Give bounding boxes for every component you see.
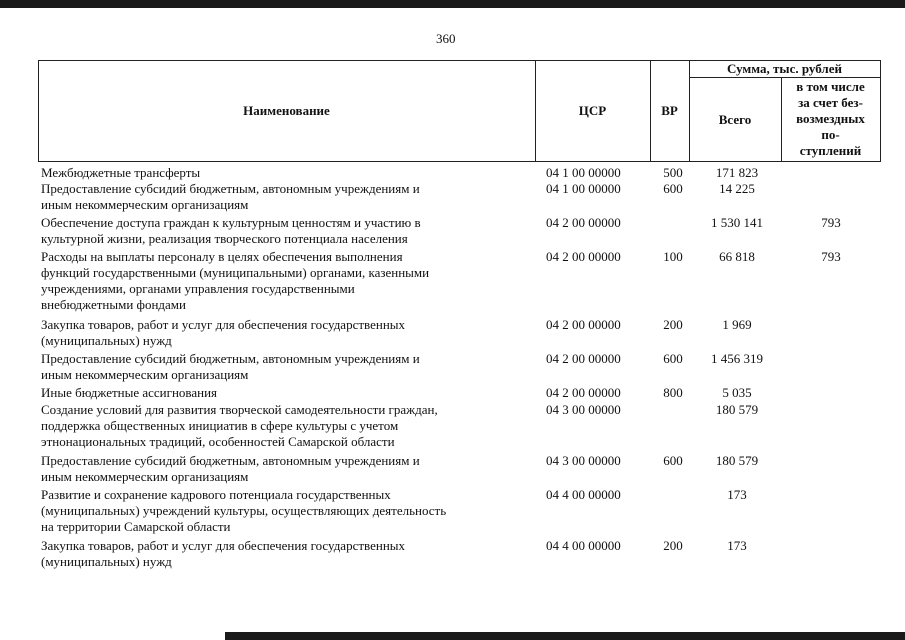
row-csr: 04 2 00 00000 — [546, 215, 621, 230]
scan-bottom-border — [225, 632, 905, 640]
row-name-line: Создание условий для развития творческой самодеятельности граждан, — [41, 402, 438, 417]
row-total: 5 035 — [722, 385, 752, 400]
row-name — [41, 538, 531, 570]
header-grants-line: по- — [821, 127, 840, 142]
row-name — [41, 165, 531, 181]
row-name-line: учреждениями, органами управления государственными — [41, 281, 355, 296]
row-total: 180 579 — [715, 453, 759, 468]
header-grants-line: возмездных — [796, 111, 865, 126]
row-grants: 793 — [821, 215, 841, 230]
row-csr: 04 2 00 00000 — [546, 249, 621, 264]
row-name-line: Закупка товаров, работ и услуг для обеспечения государственных — [41, 538, 406, 553]
row-name-line: иным некоммерческим организациям — [41, 197, 249, 212]
row-name — [41, 453, 531, 485]
row-csr: 04 3 00 00000 — [546, 453, 621, 468]
row-name-line: Предоставление субсидий бюджетным, автономным учреждениям и — [41, 351, 420, 366]
row-csr: 04 2 00 00000 — [546, 317, 621, 332]
row-csr: 04 1 00 00000 — [546, 165, 621, 180]
row-total: 1 456 319 — [711, 351, 763, 366]
row-csr: 04 3 00 00000 — [546, 402, 621, 417]
row-name-line: (муниципальных) нужд — [41, 333, 172, 348]
header-grants-line: за счет без- — [798, 95, 863, 110]
row-name-line: Развитие и сохранение кадрового потенциала государственных — [41, 487, 391, 502]
row-name-line: Расходы на выплаты персоналу в целях обеспечения выполнения — [41, 249, 403, 264]
row-name-line: Предоставление субсидий бюджетным, автономным учреждениям и — [41, 453, 420, 468]
row-vr: 100 — [663, 249, 683, 264]
row-name — [41, 385, 531, 401]
row-total: 173 — [727, 538, 747, 553]
row-vr: 500 — [663, 165, 683, 180]
row-vr: 600 — [663, 351, 683, 366]
row-name-line: Иные бюджетные ассигнования — [41, 385, 218, 400]
row-vr: 200 — [663, 317, 683, 332]
row-name-line: внебюджетными фондами — [41, 297, 186, 312]
row-name-line: Предоставление субсидий бюджетным, автономным учреждениям и — [41, 181, 420, 196]
row-csr: 04 4 00 00000 — [546, 538, 621, 553]
row-vr: 200 — [663, 538, 683, 553]
row-total: 1 530 141 — [711, 215, 763, 230]
row-name-line: Закупка товаров, работ и услуг для обеспечения государственных — [41, 317, 406, 332]
row-name — [41, 181, 531, 213]
row-vr: 800 — [663, 385, 683, 400]
header-vr: ВР — [661, 103, 678, 118]
row-name-line: культурной жизни, реализация творческого потенциала населения — [41, 231, 408, 246]
row-name-line: иным некоммерческим организациям — [41, 469, 249, 484]
row-total: 1 969 — [722, 317, 752, 332]
row-name — [41, 487, 531, 535]
header-sum-group: Сумма, тыс. рублей — [727, 61, 842, 76]
row-name — [41, 215, 531, 247]
row-vr: 600 — [663, 181, 683, 196]
row-csr: 04 2 00 00000 — [546, 351, 621, 366]
row-total: 14 225 — [719, 181, 755, 196]
row-name-line: на территории Самарской области — [41, 519, 231, 534]
header-grants-line: ступлений — [799, 143, 862, 158]
row-name-line: (муниципальных) нужд — [41, 554, 172, 569]
page-number: 360 — [436, 31, 456, 46]
row-csr: 04 2 00 00000 — [546, 385, 621, 400]
row-name-line: этнонациональных традиций, особенностей Самарской области — [41, 434, 395, 449]
row-total: 173 — [727, 487, 747, 502]
row-vr: 600 — [663, 453, 683, 468]
row-name-line: Межбюджетные трансферты — [41, 165, 201, 180]
row-csr: 04 4 00 00000 — [546, 487, 621, 502]
row-total: 66 818 — [719, 249, 755, 264]
header-grants-line: в том числе — [796, 79, 865, 94]
row-total: 171 823 — [715, 165, 759, 180]
row-name — [41, 317, 531, 349]
row-name — [41, 402, 531, 450]
row-total: 180 579 — [715, 402, 759, 417]
header-name: Наименование — [243, 103, 330, 118]
row-name-line: иным некоммерческим организациям — [41, 367, 249, 382]
row-name — [41, 249, 531, 313]
header-csr: ЦСР — [578, 103, 607, 118]
header-total: Всего — [718, 112, 752, 127]
row-csr: 04 1 00 00000 — [546, 181, 621, 196]
row-name-line: поддержка общественных инициатив в сфере культуры с учетом — [41, 418, 399, 433]
row-name-line: (муниципальных) учреждений культуры, осуществляющих деятельность — [41, 503, 447, 518]
row-name-line: функций государственными (муниципальными) органами, казенными — [41, 265, 430, 280]
row-grants: 793 — [821, 249, 841, 264]
row-name — [41, 351, 531, 383]
row-name-line: Обеспечение доступа граждан к культурным ценностям и участию в — [41, 215, 421, 230]
